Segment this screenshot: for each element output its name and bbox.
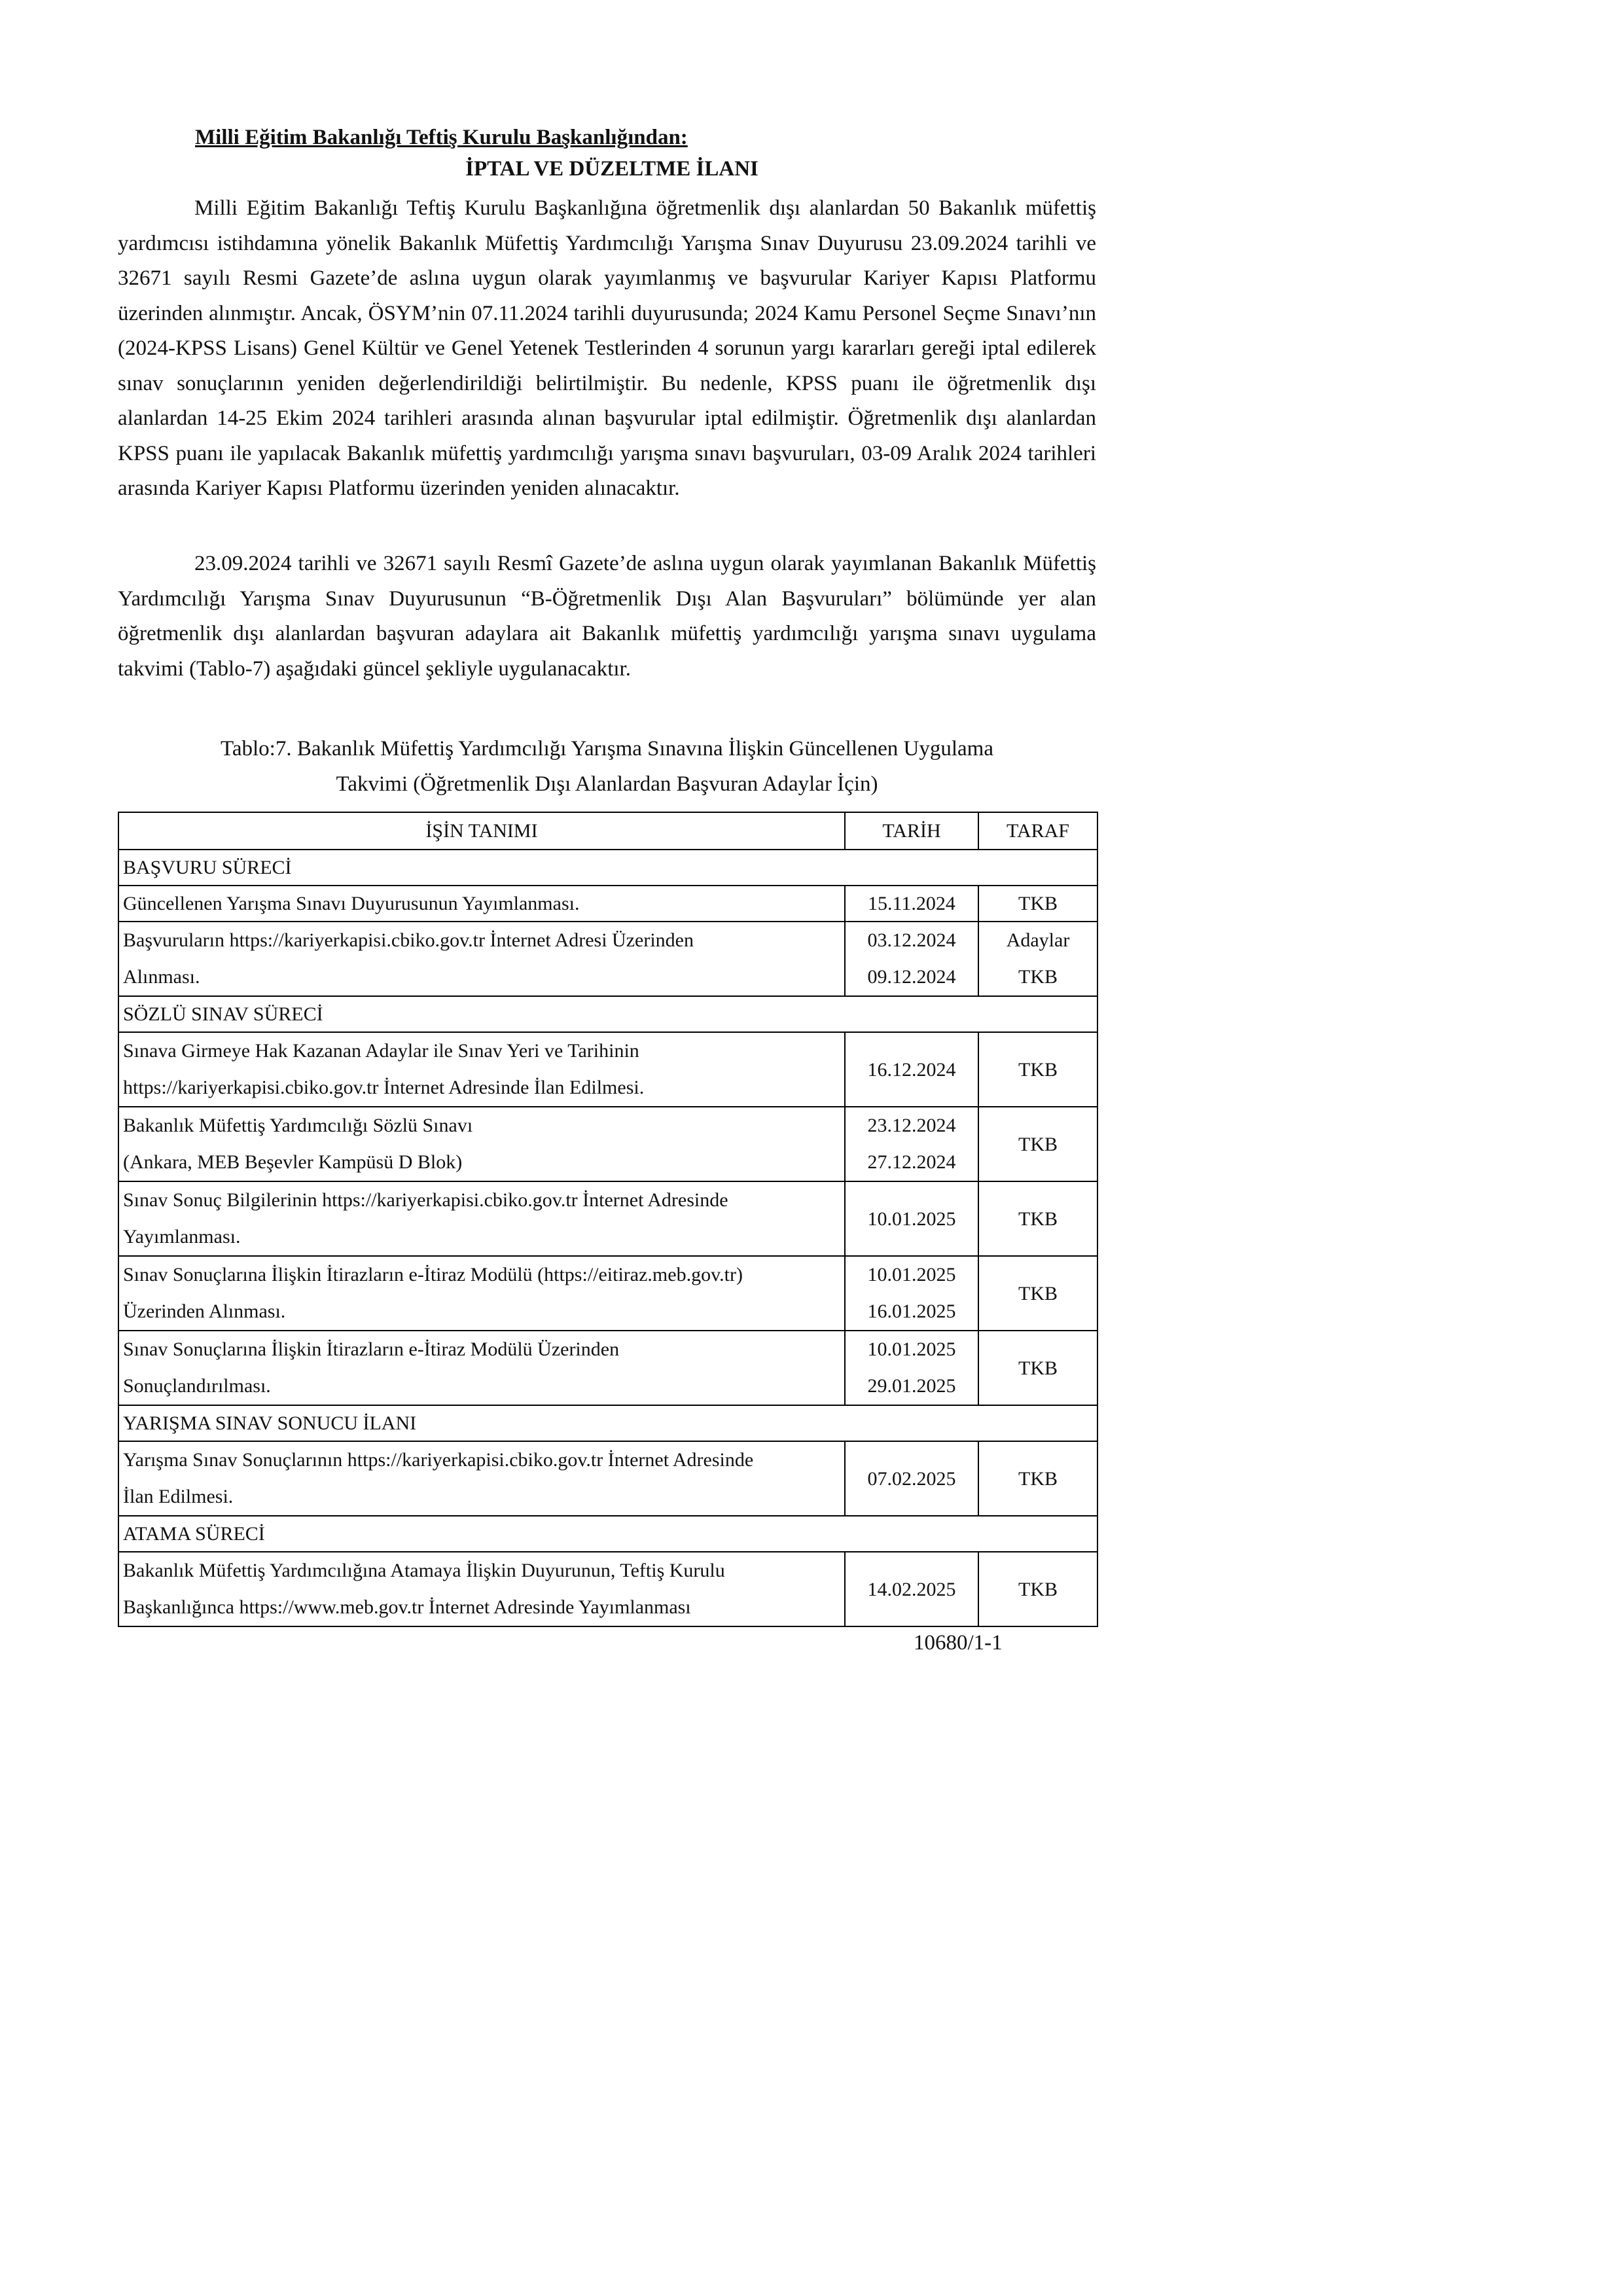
section-title: BAŞVURU SÜRECİ (118, 850, 1097, 886)
section-row (118, 996, 1097, 1032)
section-title: SÖZLÜ SINAV SÜRECİ (118, 996, 1097, 1032)
date-end: 16.01.2025 (867, 1300, 956, 1322)
task-line: Sınav Sonuçlarına İlişkin İtirazların e-İtiraz Modülü (https://eitiraz.meb.gov.tr) (123, 1264, 743, 1285)
party-cell: TKB (978, 1441, 1097, 1516)
date-cell (845, 1107, 978, 1181)
task-line: https://kariyerkapisi.cbiko.gov.tr İnternet Adresinde İlan Edilmesi. (123, 1077, 645, 1098)
date-start: 23.12.2024 (867, 1115, 956, 1136)
date-end: 27.12.2024 (867, 1151, 956, 1173)
table-row (118, 1441, 1097, 1516)
task-line: Yarışma Sınav Sonuçlarının https://kariyerkapisi.cbiko.gov.tr İnternet Adresinde (123, 1449, 754, 1471)
task-cell (118, 1552, 845, 1626)
party-cell: TKB (978, 1107, 1097, 1181)
task-line: İlan Edilmesi. (123, 1486, 234, 1507)
party-cell: TKB (978, 1331, 1097, 1405)
party-cell: TKB (978, 1032, 1097, 1107)
table-row (118, 922, 1097, 996)
party-cell: TKB (978, 1256, 1097, 1331)
party-line: Adaylar (1006, 929, 1070, 951)
task-line: Yayımlanması. (123, 1226, 241, 1247)
task-line: Bakanlık Müfettiş Yardımcılığı Sözlü Sınavı (123, 1115, 473, 1136)
date-cell (845, 922, 978, 996)
date-cell: 07.02.2025 (845, 1441, 978, 1516)
party-cell: TKB (978, 886, 1097, 922)
header-date: TARİH (845, 812, 978, 850)
section-row (118, 1516, 1097, 1552)
issuer-heading: Milli Eğitim Bakanlığı Teftiş Kurulu Başkanlığından: (195, 126, 688, 149)
task-line: Alınması. (123, 966, 200, 988)
party-line: TKB (1018, 966, 1058, 988)
table-row (118, 1552, 1097, 1626)
task-line: (Ankara, MEB Beşevler Kampüsü D Blok) (123, 1151, 463, 1173)
table-caption-line-2: Takvimi (Öğretmenlik Dışı Alanlardan Başvuran Adaylar İçin) (336, 772, 878, 796)
section-title: YARIŞMA SINAV SONUCU İLANI (118, 1405, 1097, 1441)
task-line: Sınav Sonuçlarına İlişkin İtirazların e-İtiraz Modülü Üzerinden (123, 1338, 620, 1360)
party-cell (978, 922, 1097, 996)
table-row (118, 1032, 1097, 1107)
table-caption-line-1: Tablo:7. Bakanlık Müfettiş Yardımcılığı Yarışma Sınavına İlişkin Güncellenen Uygulama (221, 737, 993, 761)
schedule-table (118, 812, 1098, 1627)
task-line: Üzerinden Alınması. (123, 1300, 286, 1322)
date-start: 10.01.2025 (867, 1264, 956, 1285)
date-cell (845, 1256, 978, 1331)
body-paragraph-2: 23.09.2024 tarihli ve 32671 sayılı Resmî Gazete’de aslına uygun olarak yayımlanan Bakanlık Müfettiş Yardımcılığı Yarışma Sınav Duyurusunun “B-Öğretmenlik Dışı Alan Başvuruları” bölümünde yer alan öğretmenlik dışı alanlardan başvuran adaylara ait Bakanlık müfettiş yardımcılığı yarışma sınavı uygulama takvimi (Tablo-7) aşağıdaki güncel şekliyle uygulanacaktır. (118, 552, 1096, 681)
table-row (118, 1256, 1097, 1331)
table-row (118, 886, 1097, 922)
body-paragraph-1: Milli Eğitim Bakanlığı Teftiş Kurulu Başkanlığına öğretmenlik dışı alanlardan 50 Bakanlık müfettiş yardımcısı istihdamına yönelik Bakanlık Müfettiş Yardımcılığı Yarışma Sınav Duyurusu 23.09.2024 tarihli ve 32671 sayılı Resmi Gazete’de aslına uygun olarak yayımlanmış ve başvurular Kariyer Kapısı Platformu üzerinden alınmıştır. Ancak, ÖSYM’nin 07.11.2024 tarihli duyurusunda; 2024 Kamu Personel Seçme Sınavı’nın (2024-KPSS Lisans) Genel Kültür ve Genel Yetenek Testlerinden 4 sorunun yargı kararları gereği iptal edilerek sınav sonuçlarının yeniden değerlendirildiği belirtilmiştir. Bu nedenle, KPSS puanı ile öğretmenlik dışı alanlardan 14-25 Ekim 2024 tarihleri arasında alınan başvurular iptal edilmiştir. Öğretmenlik dışı alanlardan KPSS puanı ile yapılacak Bakanlık müfettiş yardımcılığı yarışma sınavı başvuruları, 03-09 Aralık 2024 tarihleri arasında Kariyer Kapısı Platformu üzerinden yeniden alınacaktır. (118, 196, 1096, 500)
notice-title: İPTAL VE DÜZELTME İLANI (465, 157, 758, 181)
task-line: Başvuruların https://kariyerkapisi.cbiko.gov.tr İnternet Adresi Üzerinden (123, 929, 694, 951)
section-row (118, 1405, 1097, 1441)
task-line: Sonuçlandırılması. (123, 1375, 271, 1397)
date-cell: 16.12.2024 (845, 1032, 978, 1107)
task-cell (118, 1331, 845, 1405)
date-cell (845, 1331, 978, 1405)
task-cell (118, 922, 845, 996)
table-row (118, 1331, 1097, 1405)
party-cell: TKB (978, 1181, 1097, 1256)
task-line: Sınav Sonuç Bilgilerinin https://kariyerkapisi.cbiko.gov.tr İnternet Adresinde (123, 1189, 728, 1211)
notice-code: 10680/1-1 (914, 1631, 1003, 1655)
date-cell: 14.02.2025 (845, 1552, 978, 1626)
table-header-row (118, 812, 1097, 850)
task-cell (118, 1032, 845, 1107)
header-party: TARAF (978, 812, 1097, 850)
task-line: Başkanlığınca https://www.meb.gov.tr İnternet Adresinde Yayımlanması (123, 1596, 691, 1618)
header-task: İŞİN TANIMI (118, 812, 845, 850)
section-row (118, 850, 1097, 886)
task-line: Sınava Girmeye Hak Kazanan Adaylar ile Sınav Yeri ve Tarihinin (123, 1040, 639, 1062)
table-caption (118, 732, 1096, 802)
table-row (118, 1181, 1097, 1256)
date-start: 10.01.2025 (867, 1338, 956, 1360)
task-line: Bakanlık Müfettiş Yardımcılığına Atamaya İlişkin Duyurunun, Teftiş Kurulu (123, 1560, 725, 1581)
table-row (118, 1107, 1097, 1181)
task-cell (118, 1256, 845, 1331)
party-cell: TKB (978, 1552, 1097, 1626)
section-title: ATAMA SÜRECİ (118, 1516, 1097, 1552)
date-cell: 15.11.2024 (845, 886, 978, 922)
date-cell: 10.01.2025 (845, 1181, 978, 1256)
task-cell (118, 1181, 845, 1256)
task-cell (118, 1107, 845, 1181)
date-end: 29.01.2025 (867, 1375, 956, 1397)
task-cell (118, 1441, 845, 1516)
date-end: 09.12.2024 (867, 966, 956, 988)
task-cell: Güncellenen Yarışma Sınavı Duyurusunun Yayımlanması. (118, 886, 845, 922)
date-start: 03.12.2024 (867, 929, 956, 951)
